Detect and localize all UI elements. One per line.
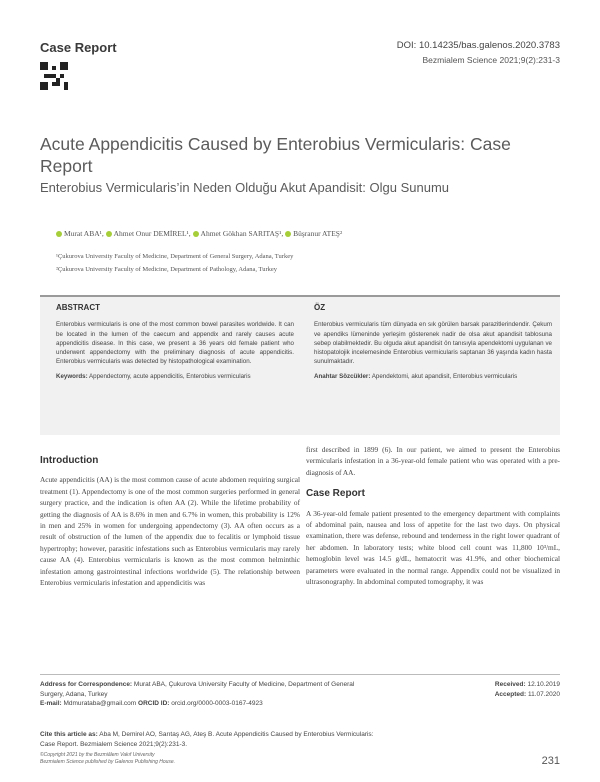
footer-divider <box>40 674 560 675</box>
orcid-icon[interactable] <box>56 231 62 237</box>
article-title-turkish: Enterobius Vermicularis’in Neden Olduğu Akut Apandisit: Olgu Sunumu <box>40 180 450 195</box>
oz-heading: ÖZ <box>314 303 326 312</box>
page-number: 231 <box>541 755 560 767</box>
right-column <box>306 444 560 587</box>
abstract-turkish <box>314 303 552 386</box>
orcid-link[interactable]: orcid.org/0000-0003-0167-4923 <box>171 700 263 707</box>
abstract-english <box>56 303 294 386</box>
section-heading: Introduction <box>40 455 99 466</box>
author: Murat ABA¹ <box>64 229 102 238</box>
introduction-section <box>40 455 300 588</box>
orcid-icon[interactable] <box>285 231 291 237</box>
author: Ahmet Gökhan SARITAŞ¹ <box>200 229 282 238</box>
oz-body: Enterobius vermicularis tüm dünyada en sık görülen barsak parazitlerindendir. Çekum ve apendiks lümeninde yerleşim gösterenek nadir de olsa akut apandisit tablosuna sebep olabilmektedir. Bu olguda akut apandisit ön tanısıyla apendektomi uygulanan ve histopatolojik incelemesinde Enterobius vermicularis saptanan 36 yaşında kadın hasta sunulmaktadır. <box>314 321 552 366</box>
section-heading: Case Report <box>306 488 365 500</box>
journal-citation: Bezmialem Science 2021;9(2):231-3 <box>422 55 560 65</box>
introduction-continued: first described in 1899 (6). In our patient, we aimed to present the Enterobius vermicularis infestation in a 36-year-old female patient who was operated with a pre-diagnosis of AA. <box>306 445 560 477</box>
cite-this-article: Cite this article as: Aba M, Demirel AO, Sarıtaş AG, Ateş B. Acute Appendicitis Caused by Enterobius Vermicularis: Case Report. Bezmialem Science 2021;9(2):231-3. <box>40 731 374 748</box>
affiliation: ¹Çukurova University Faculty of Medicine, Department of General Surgery, Adana, Turkey <box>56 253 294 260</box>
keywords: Keywords: Appendectomy, acute appendicitis, Enterobius vermicularis <box>56 372 251 380</box>
introduction-body: Acute appendicitis (AA) is the most common cause of acute abdomen requiring surgical treatment (1). Appendectomy is one of the most common surgeries performed in general surgery practice, and the indication is often AA (2). While the lifetime probability of getting the diagnosis of AA is 8.6% in men and 6.7% in women, this probability is 12% in men and 25% in women for undergoing appendectomy (3). AA often occurs as a result of obstruction of the lumen of the appendix due to fecalitis or lymphoid tissue hypertrophy; however, parasitic infestations such as Enterobius vermicularis may rarely cause AA (4). Enterobius vermicularis is known as the most common helminthic infestation among gastrointestinal infections worldwide (5). The relationship between Enterobius vermicularis infestation and appendicitis was <box>40 475 300 588</box>
email-link[interactable]: Mdmurataba@gmail.com <box>63 700 137 707</box>
author-list: Murat ABA¹, Ahmet Onur DEMİREL¹, Ahmet Gökhan SARITAŞ¹, Büşranur ATEŞ² <box>56 229 342 238</box>
affiliation: ²Çukurova University Faculty of Medicine, Department of Pathology, Adana, Turkey <box>56 266 278 273</box>
author: Büşranur ATEŞ² <box>293 229 343 238</box>
author: Ahmet Onur DEMİREL¹ <box>113 229 189 238</box>
article-type-label: Case Report <box>40 40 117 55</box>
article-title: Acute Appendicitis Caused by Enterobius Vermicularis: Case Report <box>40 134 511 176</box>
case-report-body: A 36-year-old female patient presented to the emergency department with complaints of abdominal pain, nausea and loss of appetite for the last two days. On physical examination, there was defense, rebound and tenderness in the right lower quadrant of her abdomen. In laboratory tests; white blood cell count was 11,800 10³/mL, hemoglobin level was 14.5 g/dL, hematocrit was 41.9%, and other biochemical parameters were evaluated in the normal range. Appendix could not be visualized in ultrasonography. In abdominal computed tomography, it was <box>306 508 560 587</box>
article-dates: Received: 12.10.2019 Accepted: 11.07.2020 <box>494 681 560 698</box>
correspondence: Address for Correspondence: Murat ABA, Çukurova University Faculty of Medicine, Department of General Surgery, Adana, Turkey E-mail: Mdmurataba@gmail.com ORCID ID: orcid.org/0000-0003-0167-4923 <box>40 681 355 707</box>
orcid-icon[interactable] <box>193 231 199 237</box>
orcid-icon[interactable] <box>106 231 112 237</box>
doi[interactable]: DOI: 10.14235/bas.galenos.2020.3783 <box>396 40 560 51</box>
qr-code-icon <box>40 62 68 90</box>
copyright: ©Copyright 2021 by the Bezmiâlem Vakıf University Bezmialem Science published by Galenos Publishing House. <box>40 752 176 765</box>
anahtar-sozcukler: Anahtar Sözcükler: Apendektomi, akut apandisit, Enterobius vermicularis <box>314 372 518 380</box>
abstract-box <box>40 295 560 435</box>
abstract-body: Enterobius vermicularis is one of the most common bowel parasites worldwide. It can be located in the lumen of the caecum and appendix and rarely causes acute appendicitis disease. In this case, we present a 36 years old female patient who underwent appendectomy with the preliminary diagnosis of acute appendicitis. Enterobius vermicularis was detected by histopathological examination. <box>56 321 294 366</box>
abstract-heading: ABSTRACT <box>56 303 100 312</box>
